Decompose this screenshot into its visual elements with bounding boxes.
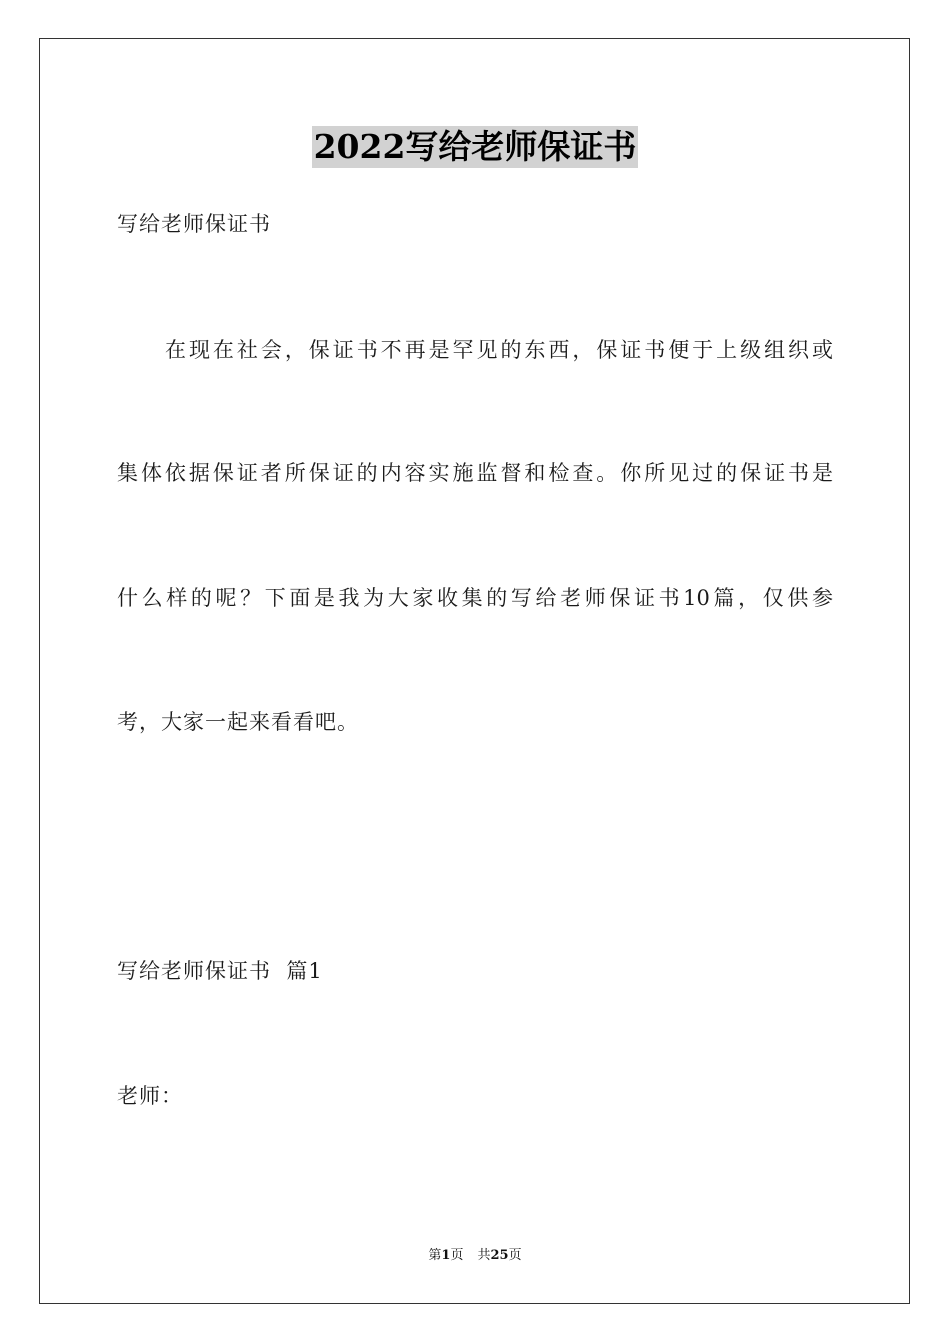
intro-line-4: 考，大家一起来看看吧。 [117,710,359,734]
title-container [0,126,950,168]
intro-line-3: 什么样的呢？下面是我为大家收集的写给老师保证书10篇，仅供参 [117,586,833,610]
document-subtitle: 写给老师保证书 [117,212,271,236]
footer-page-number: 1 [441,1248,451,1263]
page-footer [0,1247,950,1265]
footer-page-suffix: 页 [450,1248,464,1263]
footer-total-suffix: 页 [508,1248,522,1263]
intro-line-1: 在现在社会，保证书不再是罕见的东西，保证书便于上级组织或 [165,338,833,362]
document-title: 2022写给老师保证书 [313,127,637,166]
footer-page-prefix: 第 [428,1248,442,1263]
intro-line-2: 集体依据保证者所保证的内容实施监督和检查。你所见过的保证书是 [117,461,833,485]
section-heading: 写给老师保证书 篇1 [117,959,323,983]
footer-total-pages: 25 [490,1248,509,1263]
footer-total-prefix: 共 [477,1248,491,1263]
salutation: 老师： [117,1084,183,1108]
